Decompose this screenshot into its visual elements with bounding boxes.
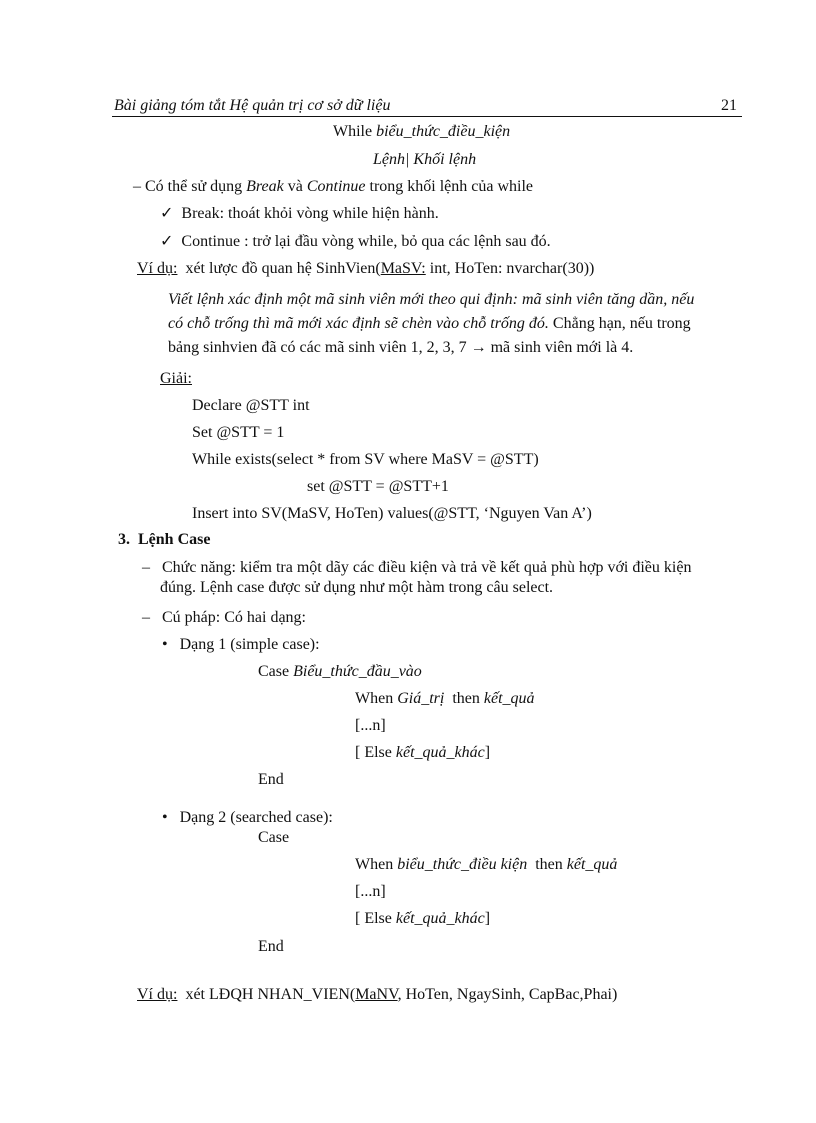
right-arrow-icon: → — [470, 339, 487, 356]
case-syntax-intro: – Cú pháp: Có hai dạng: — [142, 609, 306, 626]
example1-task-line2: có chỗ trống thì mã mới xác định sẽ chèn vào chỗ trống đó. Chẳng hạn, nếu trong — [168, 315, 691, 332]
example1-task-line3: bảng sinhvien đã có các mã sinh viên 1, 2, 3, 7 → mã sinh viên mới là 4. — [168, 339, 634, 356]
code-line: Set @STT = 1 — [192, 424, 285, 441]
code-line: set @STT = @STT+1 — [307, 478, 449, 495]
form2-case-line: Case — [258, 829, 290, 846]
check-icon: ✓ — [160, 233, 174, 250]
bullet-icon: • — [162, 636, 168, 653]
form2-else-line: [ Else kết_quả_khác] — [355, 910, 491, 927]
check-item-break: ✓ Break: thoát khỏi vòng while hiện hành. — [160, 205, 439, 222]
bullet-icon: • — [162, 809, 168, 826]
code-line: Insert into SV(MaSV, HoTen) values(@STT, ‘Nguyen Van A’) — [192, 505, 592, 522]
form2-title: • Dạng 2 (searched case): — [162, 809, 333, 826]
form1-end-line: End — [258, 771, 284, 788]
form1-when-line: When Giá_trị then kết_quả — [355, 690, 535, 707]
header-rule — [112, 116, 742, 117]
form1-case-line: Case Biểu_thức_đầu_vào — [258, 663, 422, 680]
code-line: While exists(select * from SV where MaSV = @STT) — [192, 451, 539, 468]
solution-label: Giải: — [160, 370, 192, 387]
form1-repeat-line: [...n] — [355, 717, 386, 734]
code-line: Declare @STT int — [192, 397, 310, 414]
while-syntax-body: Lệnh| Khối lệnh — [373, 151, 477, 168]
form1-title: • Dạng 1 (simple case): — [162, 636, 320, 653]
check-icon: ✓ — [160, 205, 174, 222]
while-syntax-line: While biểu_thức_điều_kiện — [333, 123, 511, 140]
page-number: 21 — [721, 97, 737, 114]
form2-when-line: When biểu_thức_điều kiện then kết_quả — [355, 856, 618, 873]
example1-task-line1: Viết lệnh xác định một mã sinh viên mới theo qui định: mã sinh viên tăng dần, nếu — [168, 291, 695, 308]
example1-header: Ví dụ: xét lược đồ quan hệ SinhVien(MaSV: int, HoTen: nvarchar(30)) — [137, 260, 595, 277]
case-function-line2: đúng. Lệnh case được sử dụng như một hàm trong câu select. — [160, 579, 554, 596]
form1-else-line: [ Else kết_quả_khác] — [355, 744, 491, 761]
case-function-line1: – Chức năng: kiểm tra một dãy các điều kiện và trả về kết quả phù hợp với điều kiện — [142, 559, 692, 576]
example2-header: Ví dụ: xét LĐQH NHAN_VIEN(MaNV, HoTen, NgaySinh, CapBac,Phai) — [137, 986, 618, 1003]
while-note: – Có thể sử dụng Break và Continue trong khối lệnh của while — [133, 178, 534, 195]
section-heading: 3. Lệnh Case — [118, 531, 211, 548]
check-item-continue: ✓ Continue : trở lại đầu vòng while, bỏ qua các lệnh sau đó. — [160, 233, 551, 250]
form2-repeat-line: [...n] — [355, 883, 386, 900]
header-title: Bài giảng tóm tắt Hệ quản trị cơ sở dữ liệu — [114, 97, 391, 114]
form2-end-line: End — [258, 938, 284, 955]
